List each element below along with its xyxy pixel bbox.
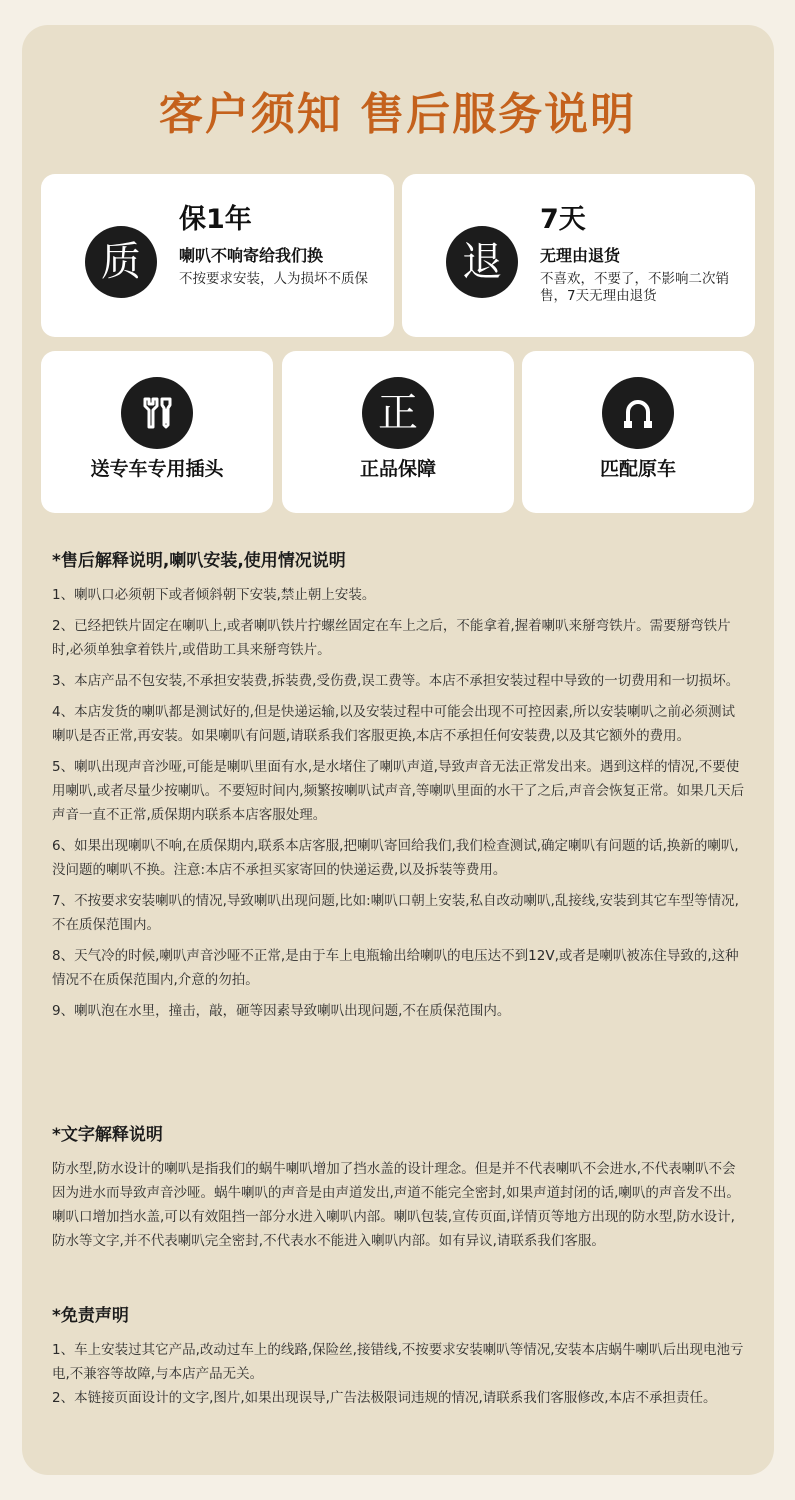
text-note-body: 防水型,防水设计的喇叭是指我们的蜗牛喇叭增加了挡水盖的设计理念。但是并不代表喇叭不会进水,不代表喇叭不会因为进水而导致声音沙哑。蜗牛喇叭的声音是由声道发出,声道不能完全密封,如果声道封闭的话,喇叭的声音发不出。喇叭口增加挡水盖,可以有效阻挡一部分水进入喇叭内部。喇叭包装,宣传页面,详情页等地方出现的防水型,防水设计,防水等文字,并不代表喇叭完全密封,不代表水不能进入喇叭内部。如有异议,请联系我们客服。 — [52, 1161, 740, 1249]
aftersale-item: 9、喇叭泡在水里，撞击，敲，砸等因素导致喇叭出现问题,不在质保范围内。 — [52, 1003, 511, 1019]
return-heading: 7天 — [540, 204, 586, 235]
aftersale-item: 7、不按要求安装喇叭的情况,导致喇叭出现问题,比如:喇叭口朝上安装,私自改动喇叭,乱接线,安装到其它车型等情况,不在质保范围内。 — [52, 893, 739, 933]
aftersale-section — [52, 549, 747, 1030]
fit-card — [522, 351, 754, 513]
warranty-subheading: 喇叭不响寄给我们换 — [179, 246, 324, 265]
text-note-section — [52, 1123, 747, 1253]
disclaimer-item: 2、本链接页面设计的文字,图片,如果出现误导,广告法极限词违规的情况,请联系我们客服修改,本店不承担责任。 — [52, 1390, 717, 1406]
plug-card — [41, 351, 273, 513]
genuine-card — [282, 351, 514, 513]
quality-char: 质 — [101, 239, 141, 285]
return-description: 不喜欢，不要了，不影响二次销售，7天无理由退货 — [540, 271, 729, 304]
disclaimer-heading: *免责声明 — [52, 1306, 129, 1326]
genuine-badge-icon — [362, 377, 434, 449]
aftersale-heading: *售后解释说明,喇叭安装,使用情况说明 — [52, 551, 346, 571]
genuine-label: 正品保障 — [359, 458, 436, 480]
disclaimer-item: 1、车上安装过其它产品,改动过车上的线路,保险丝,接错线,不按要求安装喇叭等情况,安装本店蜗牛喇叭后出现电池亏电,不兼容等故障,与本店产品无关。 — [52, 1342, 744, 1382]
horseshoe-plug-icon — [602, 377, 674, 449]
plug-label: 送专车专用插头 — [90, 458, 224, 480]
aftersale-item: 5、喇叭出现声音沙哑,可能是喇叭里面有水,是水堵住了喇叭声道,导致声音无法正常发出来。遇到这样的情况,不要使用喇叭,或者尽量少按喇叭。不要短时间内,频繁按喇叭试声音,等喇叭里面的水干了之后,声音会恢复正常。如果几天后声音一直不正常,质保期内联系本店客服处理。 — [52, 759, 745, 823]
aftersale-item: 3、本店产品不包安装,不承担安装费,拆装费,受伤费,误工费等。本店不承担安装过程中导致的一切费用和一切损坏。 — [52, 673, 740, 689]
aftersale-item: 6、如果出现喇叭不响,在质保期内,联系本店客服,把喇叭寄回给我们,我们检查测试,确定喇叭有问题的话,换新的喇叭,没问题的喇叭不换。注意:本店不承担买家寄回的快递运费,以及拆装等费用。 — [52, 838, 739, 878]
aftersale-item: 4、本店发货的喇叭都是测试好的,但是快递运输,以及安装过程中可能会出现不可控因素,所以安装喇叭之前必须测试喇叭是否正常,再安装。如果喇叭有问题,请联系我们客服更换,本店不承担任何安装费,以及其它额外的费用。 — [52, 704, 735, 744]
quality-badge-icon — [85, 226, 157, 298]
disclaimer-section — [52, 1304, 747, 1410]
genuine-char: 正 — [378, 390, 418, 436]
return-card — [402, 174, 755, 337]
aftersale-item: 1、喇叭口必须朝下或者倾斜朝下安装,禁止朝上安装。 — [52, 587, 376, 603]
warranty-heading: 保1年 — [179, 204, 252, 235]
text-note-heading: *文字解释说明 — [52, 1125, 163, 1145]
wrench-screwdriver-icon — [121, 377, 193, 449]
return-char: 退 — [462, 239, 502, 285]
warranty-description: 不按要求安装，人为损坏不质保 — [179, 271, 368, 287]
aftersale-item: 2、已经把铁片固定在喇叭上,或者喇叭铁片拧螺丝固定在车上之后，不能拿着,握着喇叭来掰弯铁片。需要掰弯铁片时,必须单独拿着铁片,或借助工具来掰弯铁片。 — [52, 618, 731, 658]
warranty-card — [41, 174, 394, 337]
return-subheading: 无理由退货 — [540, 246, 621, 265]
page-title: 客户须知 售后服务说明 — [158, 89, 637, 140]
fit-label: 匹配原车 — [599, 458, 676, 480]
return-badge-icon — [446, 226, 518, 298]
aftersale-item: 8、天气冷的时候,喇叭声音沙哑不正常,是由于车上电瓶输出给喇叭的电压达不到12V,或者是喇叭被冻住导致的,这种情况不在质保范围内,介意的勿拍。 — [52, 948, 739, 988]
